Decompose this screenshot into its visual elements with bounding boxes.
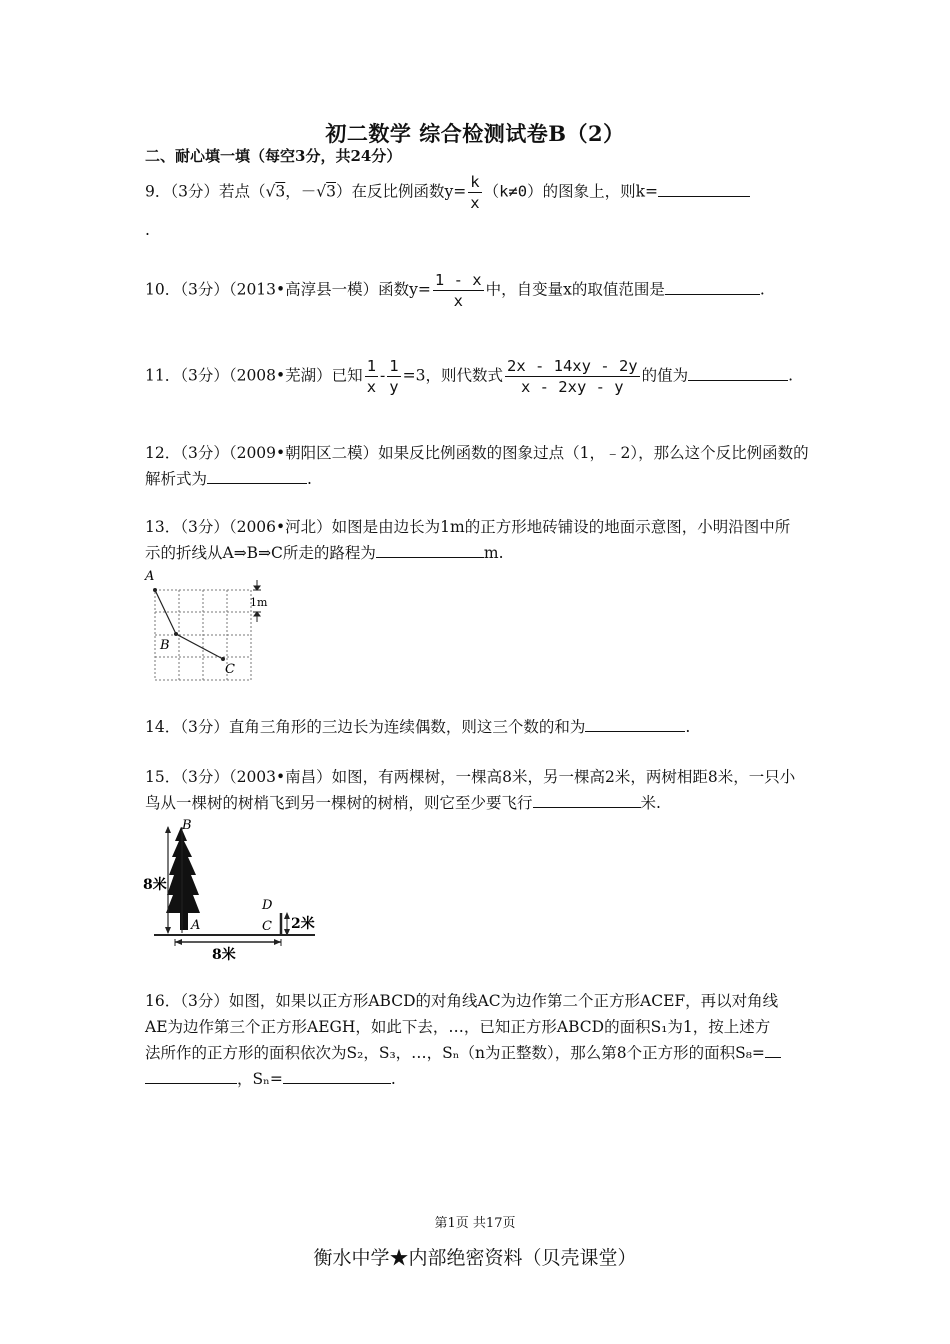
answer-blank-s8-start[interactable] [765,1040,781,1058]
question-13 [145,514,810,566]
q11-f3-num: 2x - 14xy - 2y [506,357,638,375]
q12-line2: 解析式为 [145,470,208,488]
q16-end: . [390,1070,396,1088]
q11-fraction-3 [505,356,640,397]
q11-eq: =3，则代数式 [402,366,503,385]
label-d: D [262,898,273,913]
arrow-right [274,939,281,945]
q16-line2: AE为边作第三个正方形AEGH，如此下去，…，已知正方形ABCD的面积S₁为1，按上述方 [145,1018,771,1036]
answer-blank-sn[interactable] [283,1066,391,1084]
q11-f3-den: x - 2xy - y [520,378,624,396]
sqrt-symbol: √ [316,182,327,201]
q12-line1: 12．（3分）（2009•朝阳区二模）如果反比例函数的图象过点（1，﹣2），那么这个反比例函数的 [145,444,809,462]
label-a: A [191,918,201,933]
q16-line4: ，Sₙ= [237,1070,283,1088]
q13-figure [143,568,278,686]
answer-blank[interactable] [376,540,484,558]
point-b [174,632,178,636]
arrow-up [165,826,171,833]
question-14 [145,714,810,740]
label-a: A [145,569,155,584]
footer-brand: 衡水中学★内部绝密资料（贝壳课堂） [313,1247,637,1269]
q13-line1: 13．（3分）（2006•河北）如图是由边长为1m的正方形地砖铺设的地面示意图，小明沿图中所 [145,518,791,536]
q11-minus: - [380,366,386,385]
point-a [153,588,157,592]
q11-fraction-1 [365,356,378,397]
q14-text: 14．（3分）直角三角形的三边长为连续偶数，则这三个数的和为 [145,718,586,736]
q11-f2-num: 1 [389,357,399,375]
distance-label: 8米 [212,947,236,963]
question-16 [145,988,810,1092]
q10-prefix: 10．（3分）（2013•高淳县一模）函数y= [145,280,431,299]
section-heading: 二、耐心填一填（每空3分，共24分） [145,147,402,165]
answer-blank[interactable] [533,790,641,808]
q15-line1: 15．（3分）（2003•南昌）如图，有两棵树，一棵高8米，另一棵高2米，两树相距8米，一只小 [145,768,796,786]
q9-cond: （k≠0） [483,182,543,201]
answer-blank[interactable] [665,277,760,295]
q11-f1-den: x [366,378,377,396]
q9-end: . [145,221,150,239]
q9-prefix: 9．（3分）若点（ [145,182,266,201]
tall-tree [166,827,200,930]
q9-sep: ，－ [285,182,317,201]
q9-frac-den: x [470,194,480,212]
q13-line2: 示的折线从A⇒B⇒C所走的路程为 [145,544,376,562]
q13-end: m. [483,544,504,562]
q16-line3: 法所作的正方形的面积依次为S₂，S₃，…，Sₙ（n为正整数），那么第8个正方形的面积S₈= [145,1044,765,1062]
short-height-label: 2米 [291,916,315,932]
q15-end: 米. [640,794,661,812]
q11-suffix: 的值为 [641,366,689,385]
question-12 [145,440,810,492]
q16-line1: 16．（3分）如图，如果以正方形ABCD的对角线AC为边作第二个正方形ACEF，再以对角线 [145,992,779,1010]
q9-frac-num: k [470,173,480,191]
q11-end: . [788,366,794,385]
answer-blank[interactable] [688,363,788,381]
label-c: C [225,662,235,677]
label-b: B [160,638,170,653]
label-c: C [262,919,272,934]
q9-mid: ）在反比例函数y= [336,182,467,201]
q9-suffix: 的图象上，则k= [542,182,659,201]
answer-blank[interactable] [207,466,307,484]
q14-end: . [685,718,691,736]
sqrt-symbol: √ [265,182,276,201]
question-15 [145,764,810,816]
q10-suffix: 中，自变量x的取值范围是 [485,280,665,299]
tile-grid [155,590,251,680]
question-11 [145,356,810,397]
q15-line2: 鸟从一棵树的树梢飞到另一棵树的树梢，则它至少要飞行 [145,794,533,812]
q9-sqrt-arg: 3 [275,182,286,201]
q10-fraction [433,270,484,311]
q15-figure [140,815,320,965]
point-c [221,657,225,661]
q11-f2-den: y [389,378,399,396]
q11-f1-num: 1 [366,357,377,375]
label-b: B [182,818,192,833]
q10-frac-num: 1 - x [434,271,482,289]
q9-fraction [468,172,481,213]
q10-frac-den: x [453,292,463,310]
q11-prefix: 11．（3分）（2008•芜湖）已知 [145,366,363,385]
q12-end: . [307,470,312,488]
page-number: 第1页 共17页 [434,1216,516,1231]
question-9 [145,172,810,213]
answer-blank-s8[interactable] [145,1066,237,1084]
tall-height-label: 8米 [143,877,167,893]
q11-fraction-2 [387,356,400,397]
arrow-down [165,927,171,934]
q10-end: . [759,280,765,299]
page-title: 初二数学 综合检测试卷B（2） [325,121,625,146]
unit-label: 1m [250,596,268,609]
answer-blank[interactable] [585,714,685,732]
arrow-left [175,939,182,945]
arrow-up-small [284,912,290,919]
answer-blank[interactable] [658,179,750,197]
question-10 [145,270,810,311]
q9-sqrt-arg-2: 3 [326,182,337,201]
